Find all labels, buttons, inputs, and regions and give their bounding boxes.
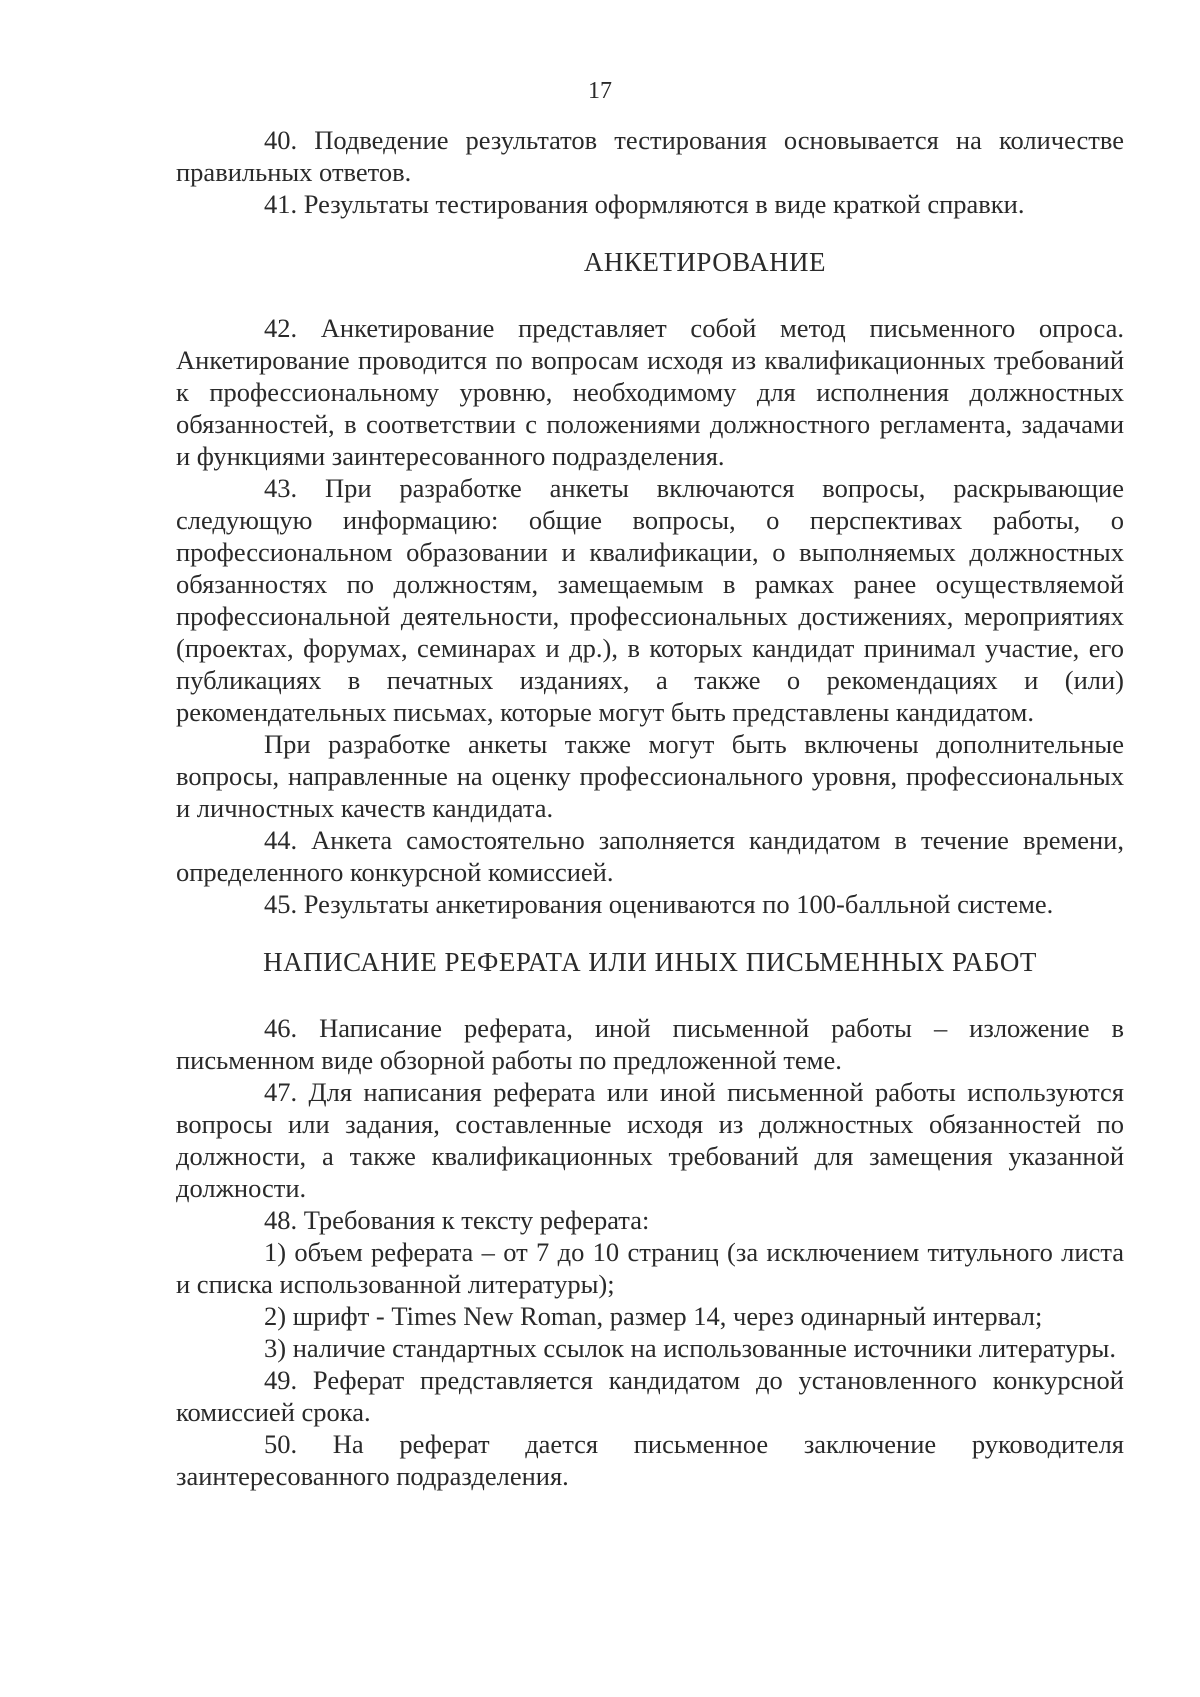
paragraph-48: 48. Требования к тексту реферата:	[264, 1205, 650, 1235]
section-heading-essay: НАПИСАНИЕ РЕФЕРАТА ИЛИ ИНЫХ ПИСЬМЕННЫХ РАБОТ	[263, 947, 1037, 977]
paragraph-45: 45. Результаты анкетирования оцениваются по 100-балльной системе.	[264, 889, 1054, 919]
paragraph-49: 49. Реферат представляется кандидатом до установленного конкурсной комиссией срока.	[176, 1365, 1124, 1427]
section-heading-questionnaire: АНКЕТИРОВАНИЕ	[583, 247, 827, 277]
page-number: 17	[588, 78, 612, 104]
paragraph-44: 44. Анкета самостоятельно заполняется кандидатом в течение времени, определенного конкурсной комиссией.	[176, 825, 1124, 887]
list-item-2: 2) шрифт - Times New Roman, размер 14, через одинарный интервал;	[264, 1301, 1043, 1331]
paragraph-43-addendum: При разработке анкеты также могут быть включены дополнительные вопросы, направленные на оценку профессионального уровня, профессиональных и личностных качеств кандидата.	[176, 729, 1124, 823]
list-item-3: 3) наличие стандартных ссылок на использованные источники литературы.	[264, 1333, 1116, 1363]
document-body	[176, 124, 1124, 1492]
paragraph-50: 50. На реферат дается письменное заключение руководителя заинтересованного подразделения.	[176, 1429, 1124, 1491]
paragraph-43: 43. При разработке анкеты включаются вопросы, раскрывающие следующую информацию: общие вопросы, о перспективах работы, о профессиональном образовании и квалификации, о выполняемых должностных обязанностях по должностям, замещаемым в рамках ранее осуществляемой профессиональной деятельности, профессиональных достижениях, мероприятиях (проектах, форумах, семинарах и др.), в которых кандидат принимал участие, его публикациях в печатных изданиях, а также о рекомендациях и (или) рекомендательных письмах, которые могут быть представлены кандидатом.	[176, 473, 1124, 727]
paragraph-47: 47. Для написания реферата или иной письменной работы используются вопросы или задания, составленные исходя из должностных обязанностей по должности, а также квалификационных требований для замещения указанной должности.	[176, 1077, 1124, 1203]
paragraph-46: 46. Написание реферата, иной письменной работы – изложение в письменном виде обзорной работы по предложенной теме.	[176, 1013, 1124, 1075]
list-item-1: 1) объем реферата – от 7 до 10 страниц (за исключением титульного листа и списка использованной литературы);	[176, 1237, 1124, 1299]
paragraph-41: 41. Результаты тестирования оформляются в виде краткой справки.	[264, 189, 1025, 219]
paragraph-40: 40. Подведение результатов тестирования основывается на количестве правильных ответов.	[176, 125, 1124, 187]
paragraph-42: 42. Анкетирование представляет собой метод письменного опроса. Анкетирование проводится по вопросам исходя из квалификационных требований к профессиональному уровню, необходимому для исполнения должностных обязанностей, в соответствии с положениями должностного регламента, задачами и функциями заинтересованного подразделения.	[176, 313, 1124, 471]
